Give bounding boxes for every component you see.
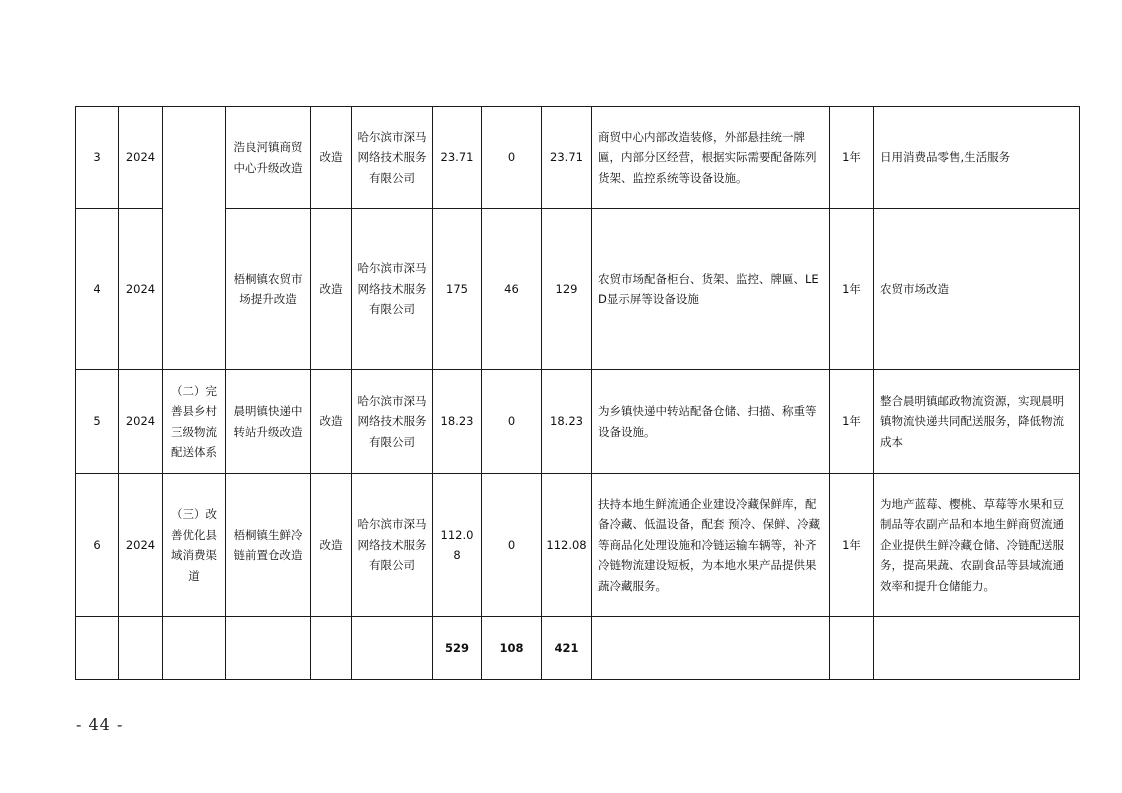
cell-empty [592, 617, 830, 680]
cell-no: 4 [76, 209, 119, 370]
cell-effect: 农贸市场改造 [874, 209, 1080, 370]
cell-name: 梧桐镇生鲜冷链前置仓改造 [226, 474, 311, 617]
total-central: 108 [482, 617, 542, 680]
cell-no: 6 [76, 474, 119, 617]
total-self: 421 [542, 617, 592, 680]
cell-effect: 为地产蓝莓、樱桃、草莓等水果和豆制品等农副产品和本地生鲜商贸流通企业提供生鲜冷藏仓储、冷链配送服务，提高果蔬、农副食品等县域流通效率和提升仓储能力。 [874, 474, 1080, 617]
table-row [76, 474, 1080, 617]
cell-type: 改造 [311, 370, 352, 474]
cell-name: 梧桐镇农贸市场提升改造 [226, 209, 311, 370]
cell-empty [76, 617, 119, 680]
cell-central: 0 [482, 370, 542, 474]
cell-category: （二）完善县乡村三级物流配送体系 [163, 370, 226, 474]
cell-unit: 哈尔滨市深马网络技术服务有限公司 [352, 370, 433, 474]
table-row [76, 209, 1080, 370]
cell-year: 2024 [119, 209, 163, 370]
cell-type: 改造 [311, 107, 352, 209]
cell-empty [226, 617, 311, 680]
cell-type: 改造 [311, 209, 352, 370]
cell-total: 112.08 [433, 474, 482, 617]
cell-name: 浩良河镇商贸中心升级改造 [226, 107, 311, 209]
cell-unit: 哈尔滨市深马网络技术服务有限公司 [352, 474, 433, 617]
cell-content: 为乡镇快递中转站配备仓储、扫描、称重等设备设施。 [592, 370, 830, 474]
cell-unit: 哈尔滨市深马网络技术服务有限公司 [352, 107, 433, 209]
cell-year: 2024 [119, 370, 163, 474]
cell-content: 商贸中心内部改造装修，外部悬挂统一牌匾，内部分区经营，根据实际需要配备陈列货架、监控系统等设备设施。 [592, 107, 830, 209]
cell-empty [874, 617, 1080, 680]
cell-period: 1年 [830, 209, 874, 370]
cell-self: 112.08 [542, 474, 592, 617]
cell-empty [830, 617, 874, 680]
table-row [76, 107, 1080, 209]
cell-period: 1年 [830, 370, 874, 474]
table-row [76, 370, 1080, 474]
cell-no: 5 [76, 370, 119, 474]
cell-total: 23.71 [433, 107, 482, 209]
cell-empty [311, 617, 352, 680]
cell-type: 改造 [311, 474, 352, 617]
totals-row [76, 617, 1080, 680]
cell-effect: 日用消费品零售,生活服务 [874, 107, 1080, 209]
cell-year: 2024 [119, 474, 163, 617]
cell-self: 129 [542, 209, 592, 370]
cell-content: 农贸市场配备柜台、货架、监控、牌匾、LED显示屏等设备设施 [592, 209, 830, 370]
cell-name: 晨明镇快递中转站升级改造 [226, 370, 311, 474]
project-table [75, 106, 1080, 680]
cell-total: 175 [433, 209, 482, 370]
cell-total: 18.23 [433, 370, 482, 474]
cell-period: 1年 [830, 107, 874, 209]
cell-central: 0 [482, 107, 542, 209]
cell-empty [163, 617, 226, 680]
cell-central: 46 [482, 209, 542, 370]
cell-effect: 整合晨明镇邮政物流资源，实现晨明镇物流快递共同配送服务，降低物流成本 [874, 370, 1080, 474]
cell-empty [119, 617, 163, 680]
cell-central: 0 [482, 474, 542, 617]
cell-empty [352, 617, 433, 680]
page-number: - 44 - [76, 715, 124, 734]
cell-period: 1年 [830, 474, 874, 617]
cell-unit: 哈尔滨市深马网络技术服务有限公司 [352, 209, 433, 370]
cell-self: 18.23 [542, 370, 592, 474]
cell-self: 23.71 [542, 107, 592, 209]
total-investment: 529 [433, 617, 482, 680]
cell-no: 3 [76, 107, 119, 209]
cell-year: 2024 [119, 107, 163, 209]
cell-category: （三）改善优化县域消费渠道 [163, 474, 226, 617]
cell-category [163, 107, 226, 370]
cell-content: 扶持本地生鲜流通企业建设冷藏保鲜库，配备冷藏、低温设备，配套 预冷、保鲜、冷藏等商品化处理设施和冷链运输车辆等，补齐冷链物流建设短板，为本地水果产品提供果蔬冷藏服务。 [592, 474, 830, 617]
